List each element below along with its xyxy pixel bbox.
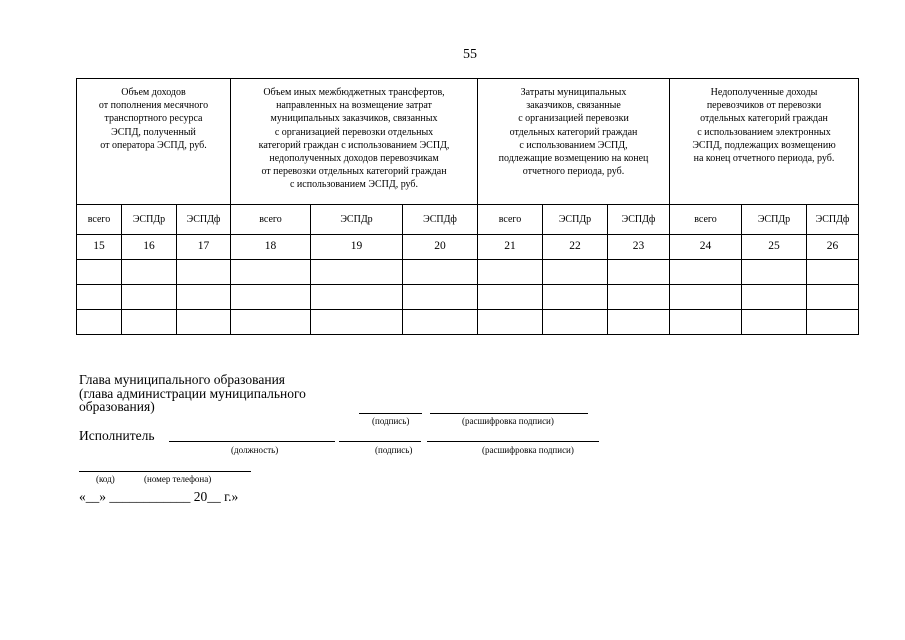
table-cell — [608, 285, 670, 310]
caption-signature: (подпись) — [372, 416, 410, 426]
column-number-cell: 16 — [122, 235, 177, 260]
table-cell — [311, 310, 403, 335]
table-cell — [177, 260, 231, 285]
table-cell — [77, 285, 122, 310]
table-cell — [478, 310, 543, 335]
sub-header-cell: ЭСПДр — [122, 205, 177, 235]
table-cell — [670, 260, 742, 285]
table-cell — [311, 260, 403, 285]
column-number-cell: 19 — [311, 235, 403, 260]
phone-line — [79, 471, 251, 472]
group-header-costs: Затраты муниципальных заказчиков, связанные с организацией перевозки отдельных категорий граждан с использованием ЭСПД, подлежащие возмещению на конец отчетного периода, руб. — [478, 79, 670, 205]
sub-header-cell: ЭСПДр — [543, 205, 608, 235]
sub-header-cell: ЭСПДр — [742, 205, 807, 235]
table-cell — [177, 310, 231, 335]
column-number-cell: 24 — [670, 235, 742, 260]
table-cell — [403, 260, 478, 285]
caption-phone: (номер телефона) — [144, 474, 212, 484]
table-cell — [122, 260, 177, 285]
date-line: «__» ____________ 20__ г.» — [79, 489, 239, 504]
sub-header-cell: всего — [478, 205, 543, 235]
table-cell — [177, 285, 231, 310]
sub-header-cell: ЭСПДф — [807, 205, 859, 235]
table-cell — [478, 260, 543, 285]
column-number-cell: 15 — [77, 235, 122, 260]
group-header-lost-income: Недополученные доходы перевозчиков от перевозки отдельных категорий граждан с использованием электронных ЭСПД, подлежащих возмещению на конец отчетного периода, руб. — [670, 79, 859, 205]
column-number-cell: 20 — [403, 235, 478, 260]
caption-position: (должность) — [231, 445, 279, 455]
table-cell — [807, 285, 859, 310]
table-cell — [543, 310, 608, 335]
sub-header-cell: ЭСПДф — [177, 205, 231, 235]
caption-decoding-2: (расшифровка подписи) — [482, 445, 574, 455]
table-cell — [77, 310, 122, 335]
table-cell — [122, 310, 177, 335]
column-number-cell: 21 — [478, 235, 543, 260]
table-cell — [742, 260, 807, 285]
column-number-cell: 25 — [742, 235, 807, 260]
position-line — [169, 441, 335, 442]
table-cell — [608, 310, 670, 335]
table-row — [77, 310, 859, 335]
head-title: Глава муниципального образования (глава администрации муниципального образования) — [79, 372, 306, 414]
sub-header-cell: ЭСПДф — [608, 205, 670, 235]
table-cell — [77, 260, 122, 285]
table-cell — [543, 260, 608, 285]
table-row — [77, 260, 859, 285]
table-cell — [403, 285, 478, 310]
table-cell — [231, 310, 311, 335]
signature-line — [359, 413, 422, 414]
table-cell — [807, 260, 859, 285]
column-number-cell: 22 — [543, 235, 608, 260]
executor-label: Исполнитель — [79, 428, 155, 443]
table-cell — [670, 285, 742, 310]
column-number-cell: 26 — [807, 235, 859, 260]
sub-header-cell: всего — [77, 205, 122, 235]
column-number-cell: 18 — [231, 235, 311, 260]
executor-decoding-line — [427, 441, 599, 442]
sub-header-row — [77, 205, 859, 235]
group-header-income: Объем доходов от пополнения месячного транспортного ресурса ЭСПД, полученный от оператора ЭСПД, руб. — [77, 79, 231, 205]
column-number-cell: 17 — [177, 235, 231, 260]
sub-header-cell: ЭСПДр — [311, 205, 403, 235]
sub-header-cell: всего — [670, 205, 742, 235]
report-table — [76, 78, 859, 335]
table-cell — [608, 260, 670, 285]
sub-header-cell: ЭСПДф — [403, 205, 478, 235]
table-cell — [311, 285, 403, 310]
group-header-transfers: Объем иных межбюджетных трансфертов, направленных на возмещение затрат муниципальных заказчиков, связанных с организацией перевозки отдельных категорий граждан с использованием ЭСПД, недополученных доходов перевозчикам от перевозки отдельных категорий граждан с использованием ЭСПД, руб. — [231, 79, 478, 205]
table-cell — [231, 260, 311, 285]
signature-decoding-line — [430, 413, 588, 414]
table-cell — [742, 285, 807, 310]
executor-signature-line — [339, 441, 421, 442]
sub-header-cell: всего — [231, 205, 311, 235]
page-number: 55 — [463, 47, 477, 62]
table-cell — [122, 285, 177, 310]
table-cell — [543, 285, 608, 310]
table-cell — [742, 310, 807, 335]
column-number-row — [77, 235, 859, 260]
caption-code: (код) — [96, 474, 115, 484]
caption-signature-2: (подпись) — [375, 445, 413, 455]
group-header-row — [77, 79, 859, 205]
caption-decoding: (расшифровка подписи) — [462, 416, 554, 426]
table-cell — [670, 310, 742, 335]
column-number-cell: 23 — [608, 235, 670, 260]
table-cell — [807, 310, 859, 335]
table-cell — [231, 285, 311, 310]
table-row — [77, 285, 859, 310]
table-cell — [478, 285, 543, 310]
table-cell — [403, 310, 478, 335]
